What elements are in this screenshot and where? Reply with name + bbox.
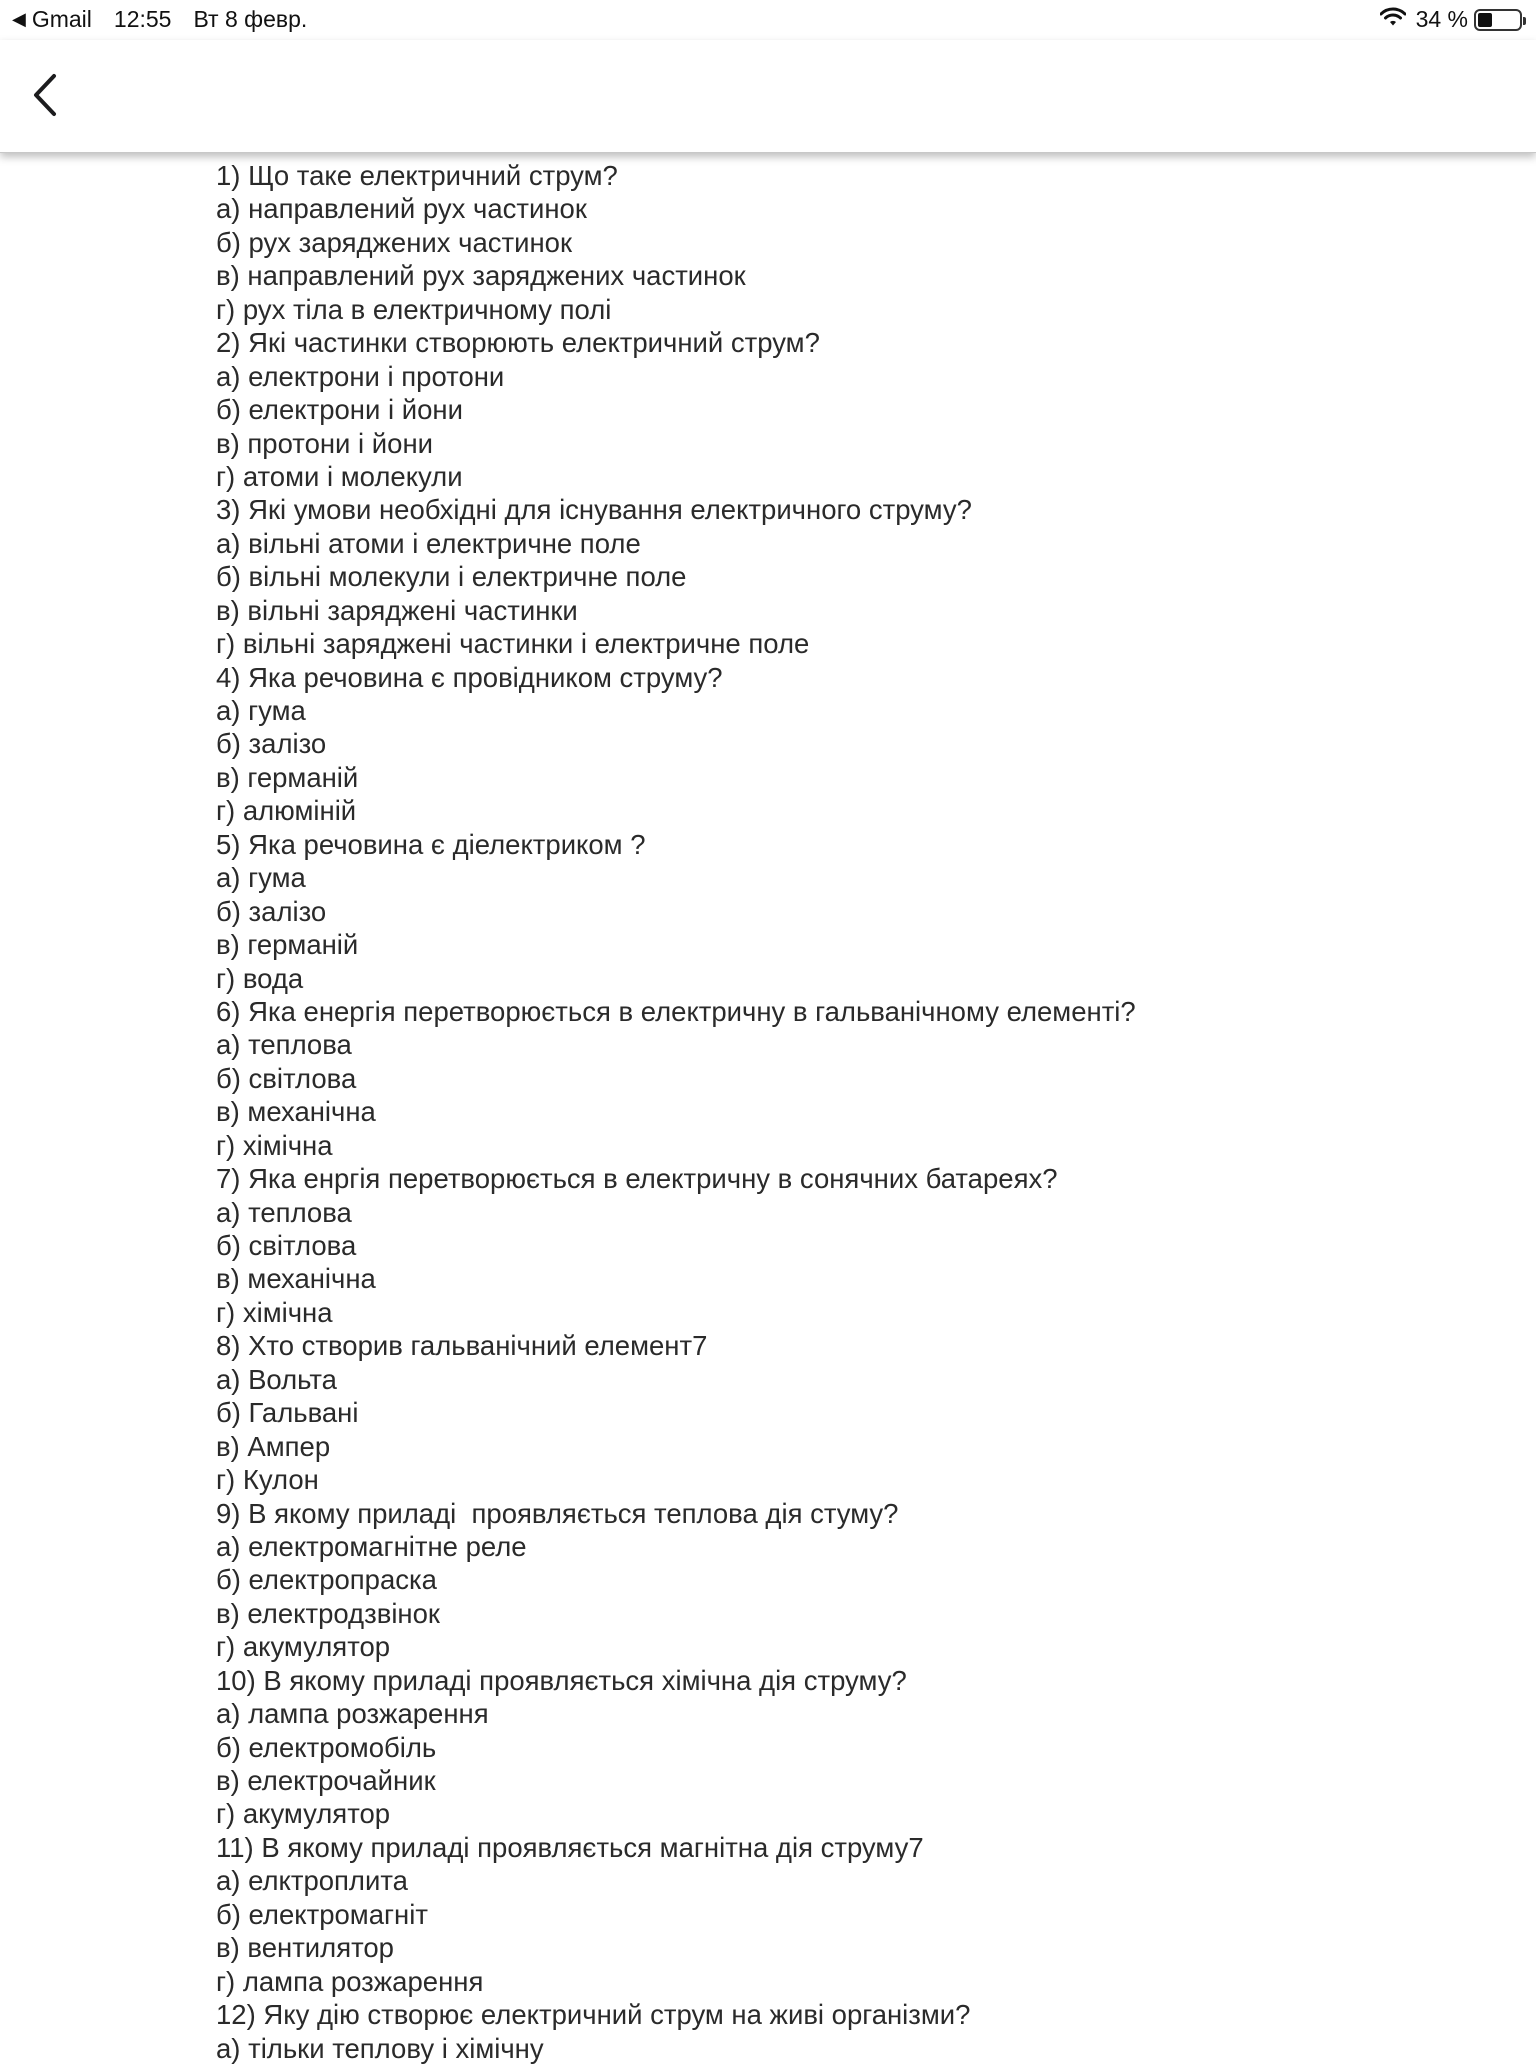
question-line: 12) Яку дію створює електричний струм на живі організми?: [216, 1999, 971, 2031]
answer-option-line: б) світлова: [216, 1062, 357, 1094]
answer-option-line: в) германій: [216, 761, 359, 793]
answer-option-line: б) залізо: [216, 895, 327, 927]
question-line: 5) Яка речовина є діелектриком ?: [216, 828, 646, 860]
answer-option-line: г) лампа розжарення: [216, 1965, 484, 1997]
answer-option-line: г) алюміній: [216, 795, 357, 827]
document-content: [216, 159, 1516, 2065]
answer-option-line: а) направлений рух частинок: [216, 193, 587, 225]
wifi-icon: [1380, 6, 1406, 33]
return-app-label[interactable]: Gmail: [31, 6, 92, 32]
question-line: 9) В якому приладі проявляється теплова дія стуму?: [216, 1497, 899, 1529]
answer-option-line: б) залізо: [216, 728, 327, 760]
answer-option-line: а) теплова: [216, 1196, 352, 1228]
question-line: 4) Яка речовина є провідником струму?: [216, 661, 723, 693]
answer-option-line: а) елктроплита: [216, 1865, 408, 1897]
answer-option-line: в) германій: [216, 929, 359, 961]
answer-option-line: г) атоми і молекули: [216, 460, 463, 492]
answer-option-line: в) електрочайник: [216, 1765, 436, 1796]
answer-option-line: а) тільки теплову і хімічну: [216, 2032, 544, 2064]
question-line: 8) Хто створив гальванічний елемент7: [216, 1330, 708, 1362]
answer-option-line: в) протони і йони: [216, 427, 434, 459]
question-line: 3) Які умови необхідні для існування електричного струму?: [216, 494, 972, 526]
answer-option-line: а) Вольта: [216, 1363, 337, 1395]
answer-option-line: в) механічна: [216, 1263, 376, 1295]
status-right: [1380, 6, 1522, 33]
answer-option-line: г) рух тіла в електричному полі: [216, 293, 612, 325]
answer-option-line: г) акумулятор: [216, 1798, 391, 1830]
answer-option-line: б) світлова: [216, 1230, 357, 1261]
answer-option-line: а) лампа розжарення: [216, 1698, 489, 1730]
question-line: 6) Яка енергія перетворюється в електричну в гальванічному елементі?: [216, 995, 1136, 1027]
answer-option-line: г) Кулон: [216, 1464, 319, 1496]
answer-option-line: в) вентилятор: [216, 1932, 394, 1964]
answer-option-line: б) вільні молекули і електричне поле: [216, 561, 687, 593]
answer-option-line: б) електромагніт: [216, 1898, 428, 1930]
return-to-app-button[interactable]: ◀: [12, 9, 26, 29]
answer-option-line: в) направлений рух заряджених частинок: [216, 260, 746, 292]
question-line: 10) В якому приладі проявляється хімічна дія струму?: [216, 1664, 907, 1696]
answer-option-line: б) електромобіль: [216, 1731, 437, 1763]
answer-option-line: б) електропраска: [216, 1564, 437, 1596]
question-line: 1) Що таке електричний струм?: [216, 160, 618, 191]
answer-option-line: г) хімічна: [216, 1129, 333, 1161]
answer-option-line: г) хімічна: [216, 1296, 333, 1328]
answer-option-line: а) гума: [216, 695, 306, 726]
status-time: 12:55: [113, 6, 172, 32]
chevron-left-icon: [26, 70, 66, 120]
answer-option-line: в) механічна: [216, 1096, 376, 1128]
answer-option-line: г) вільні заряджені частинки і електричне поле: [216, 628, 810, 660]
answer-option-line: в) Ампер: [216, 1430, 331, 1462]
status-left: [12, 6, 307, 33]
question-line: 2) Які частинки створюють електричний струм?: [216, 327, 820, 359]
answer-option-line: г) акумулятор: [216, 1631, 391, 1663]
answer-option-line: б) Гальвані: [216, 1397, 359, 1429]
back-button[interactable]: [26, 70, 66, 120]
answer-option-line: б) рух заряджених частинок: [216, 226, 572, 258]
answer-option-line: а) гума: [216, 862, 306, 894]
answer-option-line: в) електродзвінок: [216, 1597, 440, 1629]
answer-option-line: г) вода: [216, 962, 304, 994]
answer-option-line: в) вільні заряджені частинки: [216, 594, 578, 626]
answer-option-line: б) електрони і йони: [216, 394, 463, 426]
question-line: 7) Яка енргія перетворюється в електричну в сонячних батареях?: [216, 1163, 1058, 1195]
battery-icon: [1474, 9, 1522, 31]
answer-option-line: а) електрони і протони: [216, 360, 505, 392]
status-date: Вт 8 февр.: [193, 6, 308, 32]
status-bar: [0, 0, 1536, 40]
answer-option-line: а) електромагнітне реле: [216, 1530, 527, 1562]
battery-fill: [1478, 13, 1492, 27]
navigation-bar: [0, 40, 1536, 153]
battery-percent: 34 %: [1415, 6, 1468, 32]
answer-option-line: а) вільні атоми і електричне поле: [216, 527, 641, 559]
answer-option-line: а) теплова: [216, 1029, 352, 1061]
question-line: 11) В якому приладі проявляється магнітна дія струму7: [216, 1831, 924, 1863]
